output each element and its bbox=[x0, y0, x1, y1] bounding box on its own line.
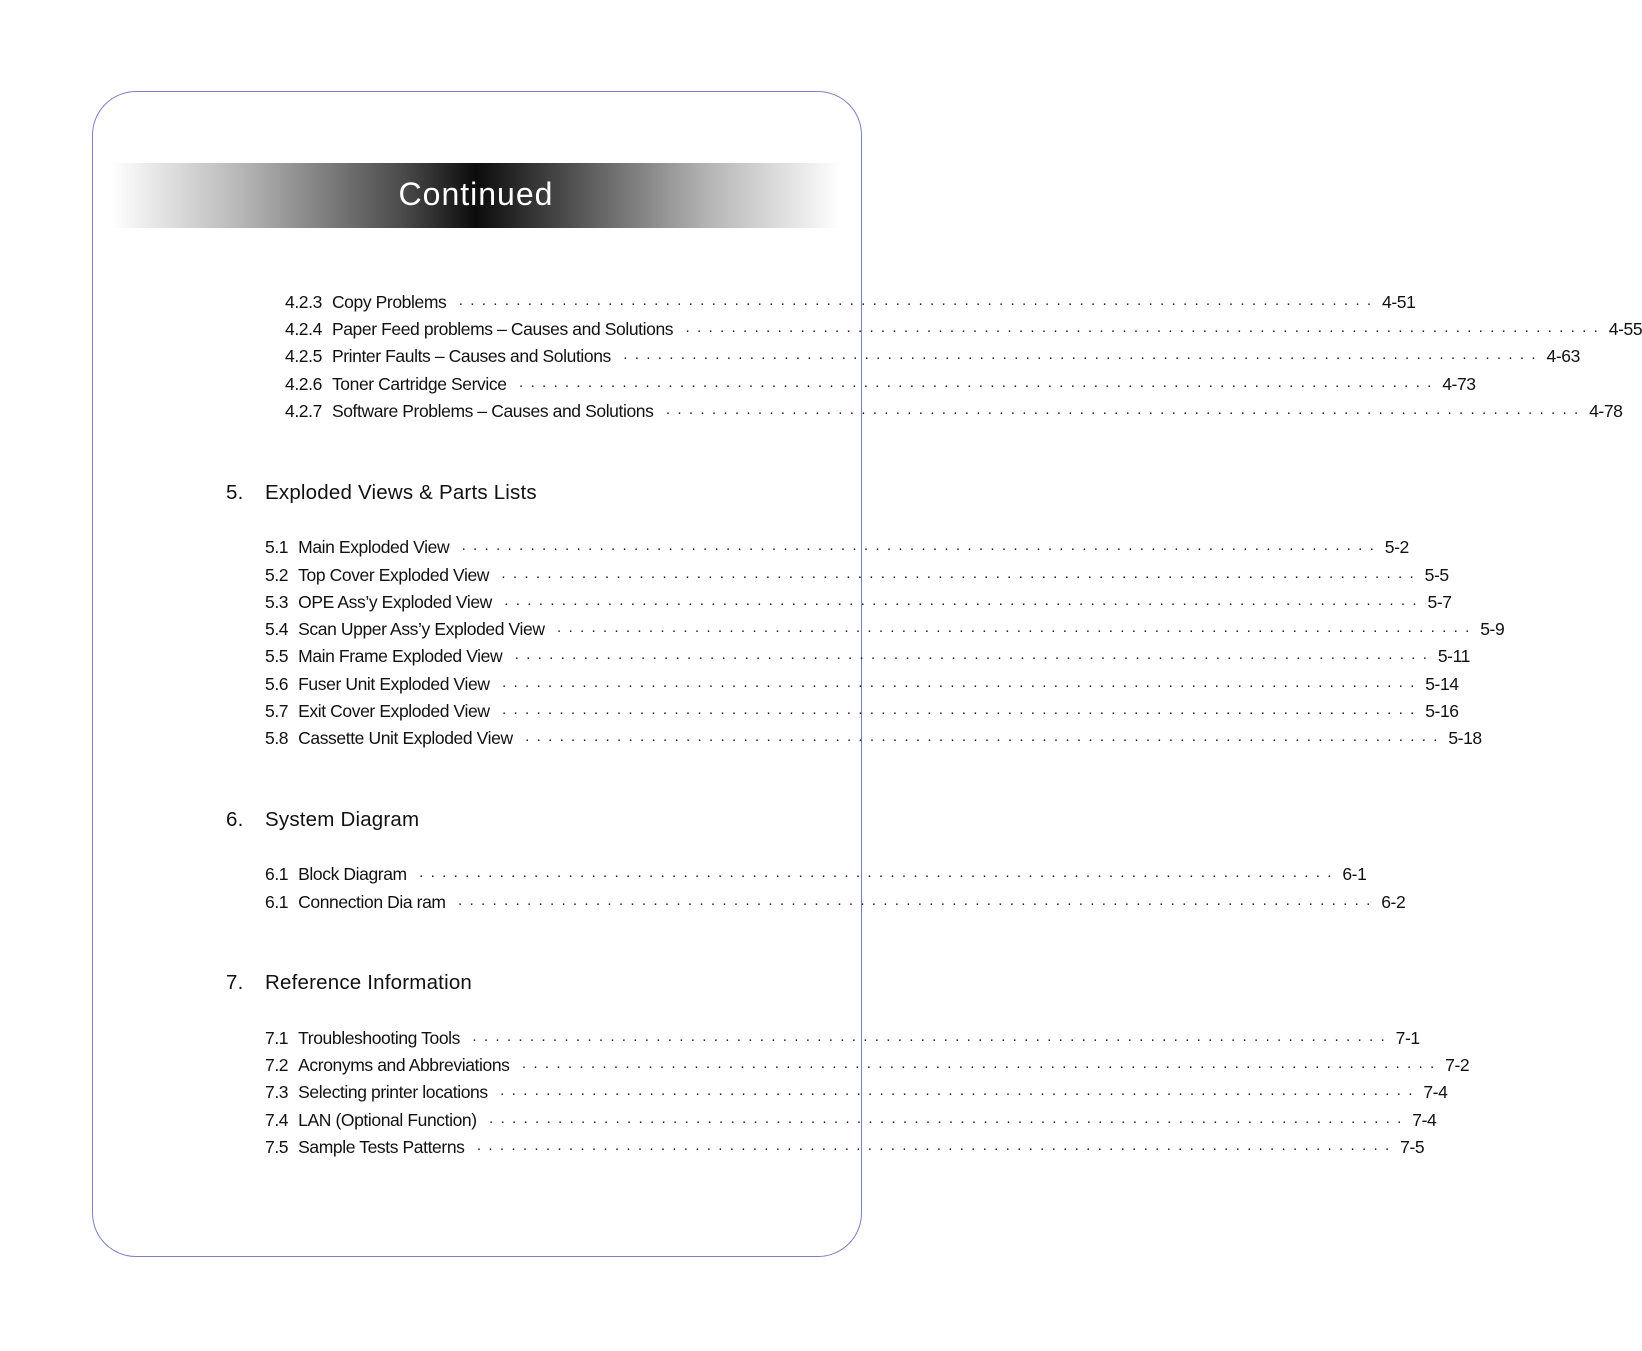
toc-entry-number: 7.2 bbox=[265, 1055, 289, 1075]
toc-entry-page: 7-2 bbox=[1445, 1055, 1470, 1075]
toc-entry-title: Scan Upper Ass’y Exploded View bbox=[298, 619, 545, 639]
toc-entry-number: 5.8 bbox=[265, 728, 289, 748]
toc-entry-title: Cassette Unit Exploded View bbox=[298, 728, 513, 748]
toc-entry-title: Paper Feed problems – Causes and Solutions bbox=[331, 319, 674, 339]
section-number: 6. bbox=[226, 808, 244, 831]
toc-entry[interactable] bbox=[265, 1110, 1437, 1132]
toc-leader-dots: ················································································ bbox=[476, 1140, 1397, 1157]
toc-leader-dots: ················································································ bbox=[488, 1113, 1409, 1130]
toc-leader-dots: ················································································ bbox=[418, 867, 1339, 884]
toc-entry[interactable] bbox=[265, 728, 1482, 750]
toc-entry[interactable] bbox=[265, 565, 1449, 587]
toc-leader-dots: ················································································ bbox=[685, 322, 1605, 339]
toc-entry-number: 4.2.4 bbox=[285, 319, 322, 339]
toc-leader-dots: ················································································ bbox=[622, 349, 1543, 366]
toc-entry[interactable] bbox=[285, 319, 1642, 341]
toc-entry-title: Top Cover Exploded View bbox=[298, 565, 490, 585]
toc-entry-number: 6.1 bbox=[265, 864, 289, 884]
banner-title: Continued bbox=[398, 176, 554, 212]
toc-entry-number: 5.4 bbox=[265, 619, 289, 639]
toc-leader-dots: ················································································ bbox=[518, 377, 1439, 394]
toc-leader-dots: ················································································ bbox=[472, 1031, 1392, 1048]
toc-entry[interactable] bbox=[265, 864, 1367, 886]
toc-entry-page: 6-2 bbox=[1381, 892, 1406, 912]
section-number: 5. bbox=[226, 481, 244, 504]
toc-entry-page: 4-78 bbox=[1589, 401, 1623, 421]
continued-banner bbox=[112, 163, 840, 228]
toc-leader-dots: ················································································ bbox=[461, 540, 1381, 557]
toc-entry-page: 6-1 bbox=[1342, 864, 1367, 884]
toc-leader-dots: ················································································ bbox=[501, 704, 1422, 721]
toc-leader-dots: ················································································ bbox=[503, 595, 1424, 612]
toc-entry-page: 7-4 bbox=[1412, 1110, 1437, 1130]
toc-entry-title: Main Exploded View bbox=[298, 537, 450, 557]
toc-entry[interactable] bbox=[285, 292, 1416, 314]
toc-entry-number: 4.2.5 bbox=[285, 346, 322, 366]
toc-entry-number: 5.5 bbox=[265, 646, 289, 666]
section-title: Exploded Views & Parts Lists bbox=[265, 481, 537, 504]
toc-entry-number: 6.1 bbox=[265, 892, 289, 912]
toc-entry-page: 7-4 bbox=[1423, 1082, 1448, 1102]
toc-entry-number: 7.3 bbox=[265, 1082, 289, 1102]
toc-entry-title: Block Diagram bbox=[298, 864, 407, 884]
toc-entry[interactable] bbox=[265, 674, 1459, 696]
toc-entry-number: 4.2.3 bbox=[285, 292, 322, 312]
toc-entry[interactable] bbox=[265, 1082, 1448, 1104]
toc-entry-title: Selecting printer locations bbox=[298, 1082, 488, 1102]
toc-entry-page: 4-55 bbox=[1608, 319, 1642, 339]
toc-entry[interactable] bbox=[265, 1028, 1420, 1050]
toc-entry[interactable] bbox=[265, 701, 1459, 723]
toc-entry-title: Printer Faults – Causes and Solutions bbox=[331, 346, 611, 366]
toc-entry[interactable] bbox=[265, 1055, 1470, 1077]
toc-entry-page: 5-11 bbox=[1437, 646, 1470, 666]
toc-leader-dots: ················································································ bbox=[556, 622, 1477, 639]
toc-leader-dots: ················································································ bbox=[499, 1085, 1420, 1102]
toc-leader-dots: ················································································ bbox=[665, 404, 1586, 421]
toc-entry-page: 7-5 bbox=[1400, 1137, 1425, 1157]
toc-entry-page: 5-18 bbox=[1448, 728, 1482, 748]
toc-entry-title: Copy Problems bbox=[331, 292, 447, 312]
toc-entry-title: OPE Ass’y Exploded View bbox=[298, 592, 492, 612]
toc-leader-dots: ················································································ bbox=[458, 295, 1378, 312]
toc-entry-number: 4.2.6 bbox=[285, 374, 322, 394]
toc-entry-number: 5.6 bbox=[265, 674, 289, 694]
toc-entry-page: 4-51 bbox=[1381, 292, 1416, 312]
toc-entry-page: 5-16 bbox=[1425, 701, 1459, 721]
toc-entry-title: Fuser Unit Exploded View bbox=[298, 674, 490, 694]
toc-entry[interactable] bbox=[265, 619, 1505, 641]
toc-entry-title: LAN (Optional Function) bbox=[298, 1110, 477, 1130]
toc-entry-title: Sample Tests Patterns bbox=[298, 1137, 465, 1157]
toc-entry-number: 7.4 bbox=[265, 1110, 289, 1130]
toc-leader-dots: ················································································ bbox=[524, 731, 1445, 748]
toc-entry[interactable] bbox=[285, 374, 1476, 396]
toc-entry-page: 4-73 bbox=[1442, 374, 1476, 394]
section-number: 7. bbox=[226, 971, 244, 994]
toc-entry-title: Toner Cartridge Service bbox=[331, 374, 507, 394]
toc-entry-page: 5-2 bbox=[1384, 537, 1409, 557]
section-title: Reference Information bbox=[265, 971, 473, 994]
toc-entry-number: 5.2 bbox=[265, 565, 289, 585]
toc-entry-page: 4-63 bbox=[1546, 346, 1580, 366]
toc-entry[interactable] bbox=[265, 1137, 1425, 1159]
toc-entry-number: 5.1 bbox=[265, 537, 289, 557]
toc-entry-number: 5.7 bbox=[265, 701, 289, 721]
toc-entry-title: Main Frame Exploded View bbox=[298, 646, 503, 666]
toc-entry[interactable] bbox=[285, 401, 1623, 423]
toc-entry-title: Connection Dia ram bbox=[298, 892, 446, 912]
section-heading[interactable] bbox=[226, 971, 472, 995]
toc-entry[interactable] bbox=[265, 537, 1409, 559]
toc-entry-page: 7-1 bbox=[1395, 1028, 1420, 1048]
toc-entry-number: 5.3 bbox=[265, 592, 289, 612]
toc-entry-number: 4.2.7 bbox=[285, 401, 322, 421]
toc-entry-page: 5-14 bbox=[1425, 674, 1459, 694]
toc-entry-title: Exit Cover Exploded View bbox=[298, 701, 490, 721]
toc-entry-page: 5-7 bbox=[1427, 592, 1452, 612]
toc-entry[interactable] bbox=[265, 892, 1406, 914]
toc-entry-title: Acronyms and Abbreviations bbox=[298, 1055, 510, 1075]
toc-entry-number: 7.5 bbox=[265, 1137, 289, 1157]
section-heading[interactable] bbox=[226, 808, 419, 832]
section-heading[interactable] bbox=[226, 481, 537, 505]
toc-leader-dots: ················································································ bbox=[514, 649, 1434, 666]
section-title: System Diagram bbox=[265, 808, 420, 831]
toc-leader-dots: ················································································ bbox=[521, 1058, 1442, 1075]
toc-entry[interactable] bbox=[285, 346, 1580, 368]
toc-entry[interactable] bbox=[265, 646, 1470, 668]
toc-entry-page: 5-9 bbox=[1480, 619, 1505, 639]
toc-entry-page: 5-5 bbox=[1424, 565, 1449, 585]
toc-leader-dots: ················································································ bbox=[457, 895, 1378, 912]
toc-entry-number: 7.1 bbox=[265, 1028, 289, 1048]
toc-leader-dots: ················································································ bbox=[501, 677, 1422, 694]
toc-entry[interactable] bbox=[265, 592, 1452, 614]
toc-leader-dots: ················································································ bbox=[501, 568, 1421, 585]
toc-entry-title: Software Problems – Causes and Solutions bbox=[331, 401, 654, 421]
toc-entry-title: Troubleshooting Tools bbox=[298, 1028, 460, 1048]
